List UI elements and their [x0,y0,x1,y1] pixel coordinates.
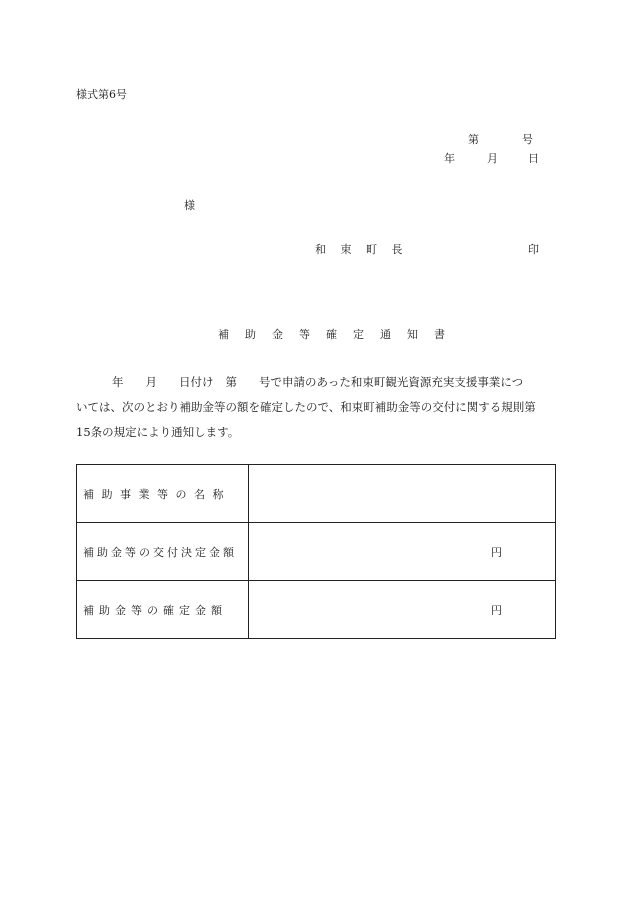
row-label-project-name: 補助事業等の名称 [77,465,249,523]
body-number-prefix: 第 [225,375,237,389]
document-number-prefix: 第 [468,133,479,146]
table-row [77,465,556,523]
document-title [218,326,458,342]
body-line-1 [76,370,556,395]
table-row [77,523,556,581]
body-month-label: 月 [145,375,157,389]
title-char: 助 [245,328,256,341]
body-dated-label: 日付け [179,375,214,389]
sender-char: 町 [366,243,377,256]
title-char: 知 [407,328,418,341]
title-char: 通 [380,328,391,341]
row-value-grant-decision-amount [249,523,556,581]
title-char: 補 [218,328,229,341]
sender-name [315,241,414,257]
date-day-label: 日 [528,152,539,165]
yen-unit: 円 [491,603,502,617]
date-year-label: 年 [444,152,455,165]
document-number-suffix: 号 [522,133,533,146]
body-line-1-rest: 号で申請のあった和束町観光資源充実支援事業につ [259,375,524,389]
body-line-3: 15条の規定により通知します。 [76,425,240,439]
title-char: 確 [326,328,337,341]
seal-mark: 印 [528,243,539,256]
title-char: 等 [299,328,310,341]
date-month-label: 月 [487,152,498,165]
title-char: 定 [353,328,364,341]
body-paragraph [76,370,556,445]
yen-unit: 円 [491,545,502,559]
recipient-honorific: 様 [184,199,195,212]
sender-char: 長 [391,243,403,256]
detail-table [76,464,556,639]
document-number-line [468,131,533,147]
form-number: 様式第6号 [76,88,127,101]
body-year-label: 年 [112,375,124,389]
title-char: 金 [272,328,283,341]
sender-char: 束 [340,243,352,256]
body-line-2: いては、次のとおり補助金等の額を確定したので、和束町補助金等の交付に関する規則第 [76,400,536,414]
row-value-confirmed-amount [249,581,556,639]
row-label-grant-decision-amount: 補助金等の交付決定金額 [77,523,249,581]
row-value-project-name [249,465,556,523]
title-char: 書 [434,328,445,341]
sender-char: 和 [315,243,326,256]
row-label-confirmed-amount: 補助金等の確定金額 [77,581,249,639]
date-line [444,150,539,166]
table-row [77,581,556,639]
